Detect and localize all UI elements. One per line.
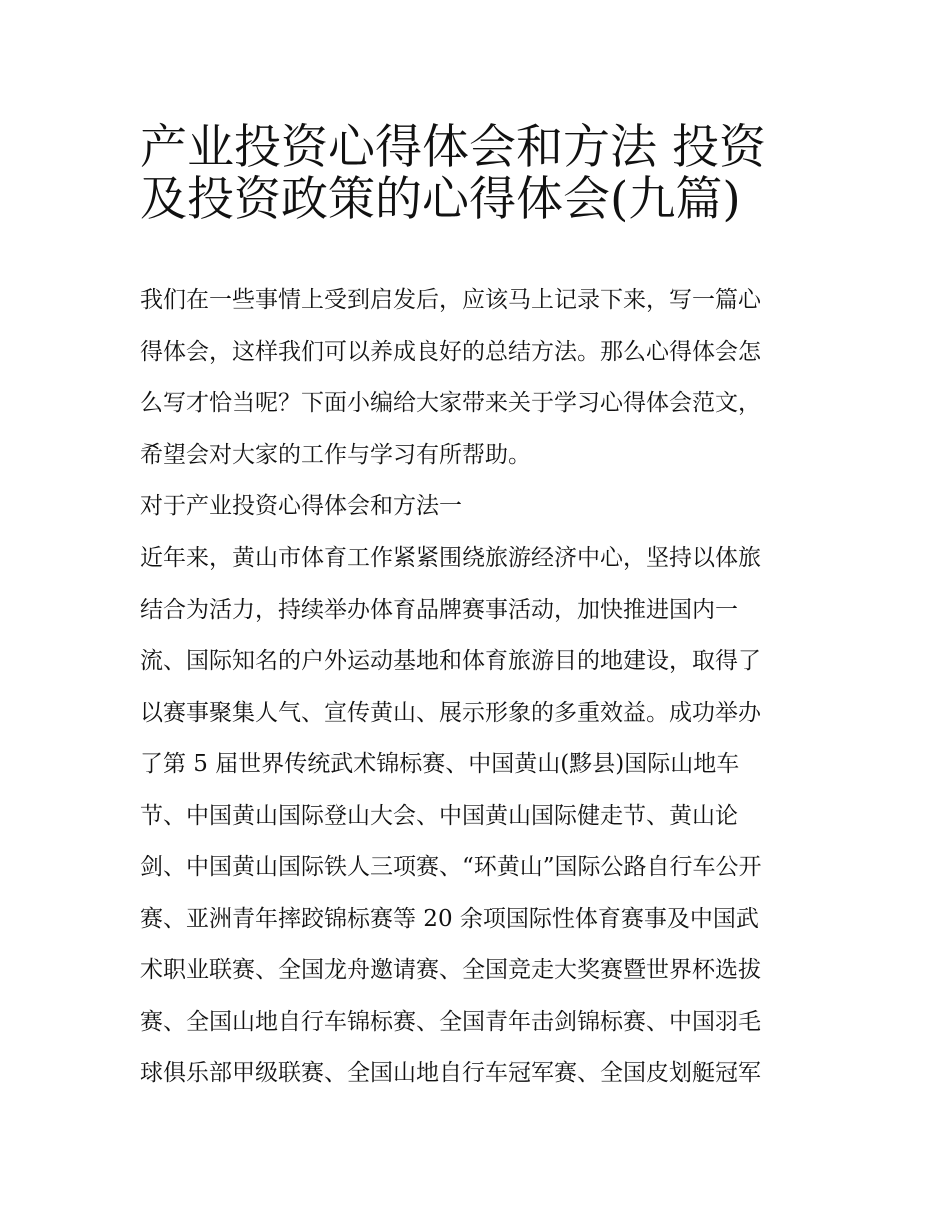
intro-line: 得体会，这样我们可以养成良好的总结方法。那么心得体会怎 — [140, 338, 761, 365]
section-line: 结合为活力，持续举办体育品牌赛事活动，加快推进国内一 — [140, 596, 738, 623]
title-line-2: 及投资政策的心得体会(九篇) — [140, 171, 741, 227]
section-line: 球俱乐部甲级联赛、全国山地自行车冠军赛、全国皮划艇冠军 — [140, 1060, 761, 1086]
section-line: 赛、全国山地自行车锦标赛、全国青年击剑锦标赛、中国羽毛 — [140, 1008, 761, 1035]
section-line: 流、国际知名的户外运动基地和体育旅游目的地建设，取得了 — [140, 648, 761, 674]
section-line: 术职业联赛、全国龙舟邀请赛、全国竞走大奖赛暨世界杯选拔 — [140, 957, 761, 983]
intro-line: 么写才恰当呢？下面小编给大家带来关于学习心得体会范文， — [140, 390, 761, 416]
section-heading-text: 对于产业投资心得体会和方法一 — [140, 493, 462, 519]
intro-line: 我们在一些事情上受到启发后，应该马上记录下来，写一篇心 — [140, 287, 761, 313]
document-title — [140, 110, 820, 227]
intro-line: 希望会对大家的工作与学习有所帮助。 — [140, 441, 531, 468]
section-line: 节、中国黄山国际登山大会、中国黄山国际健走节、黄山论 — [140, 802, 738, 829]
section-line: 剑、中国黄山国际铁人三项赛、“环黄山”国际公路自行车公开 — [140, 854, 762, 880]
section-line: 以赛事聚集人气、宣传黄山、展示形象的多重效益。成功举办 — [140, 699, 761, 726]
section-line: 近年来，黄山市体育工作紧紧围绕旅游经济中心，坚持以体旅 — [140, 545, 761, 571]
section-line: 赛、亚洲青年摔跤锦标赛等 20 余项国际性体育赛事及中国武 — [140, 905, 759, 932]
section-heading — [140, 481, 820, 533]
title-line-1: 产业投资心得体会和方法 投资 — [140, 120, 766, 175]
section-line: 了第 5 届世界传统武术锦标赛、中国黄山(黟县)国际山地车 — [140, 751, 740, 777]
section-paragraph — [140, 533, 820, 1100]
intro-paragraph — [140, 275, 820, 481]
